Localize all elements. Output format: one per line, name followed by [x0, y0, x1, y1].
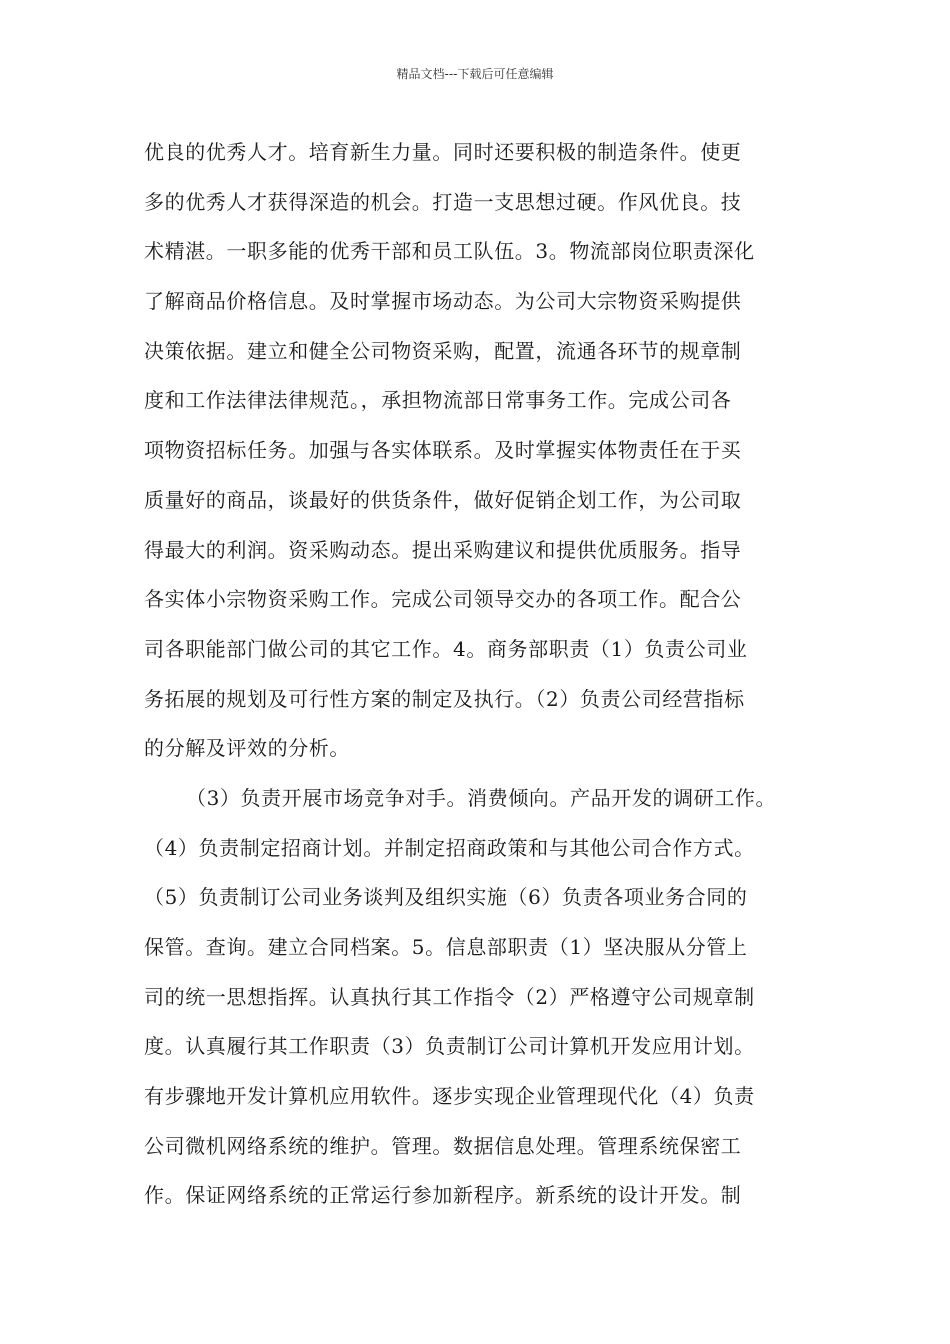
text-line: 了解商品价格信息。及时掌握市场动态。为公司大宗物资采购提供 [144, 289, 742, 314]
text-line: 有步骤地开发计算机应用软件。逐步实现企业管理现代化（4）负责 [144, 1084, 755, 1109]
text-line: 各实体小宗物资采购工作。完成公司领导交办的各项工作。配合公 [144, 587, 742, 612]
text-line: （5）负责制订公司业务谈判及组织实施（6）负责各项业务合同的 [144, 885, 748, 910]
text-line: 务拓展的规划及可行性方案的制定及执行。（2）负责公司经营指标 [144, 686, 745, 711]
text-line: 得最大的利润。资采购动态。提出采购建议和提供优质服务。指导 [144, 537, 742, 562]
text-line: 度和工作法律法律规范。，承担物流部日常事务工作。完成公司各 [144, 388, 732, 413]
text-line: 司的统一思想指挥。认真执行其工作指令（2）严格遵守公司规章制 [144, 984, 755, 1009]
text-line: 保管。查询。建立合同档案。5。信息部职责（1）坚决服从分管上 [144, 935, 748, 959]
text-line: 公司微机网络系统的维护。管理。数据信息处理。管理系统保密工 [144, 1133, 742, 1158]
page-header: 精品文档---下载后可任意编辑 [396, 67, 554, 81]
text-line-indented: （3）负责开展市场竞争对手。消费倾向。产品开发的调研工作。 [186, 785, 777, 810]
text-line: 作。保证网络系统的正常运行参加新程序。新系统的设计开发。制 [144, 1183, 742, 1208]
text-line: 优良的优秀人才。培育新生力量。同时还要积极的制造条件。使更 [144, 140, 742, 164]
text-line: 质量好的商品，谈最好的供货条件，做好促销企划工作，为公司取 [144, 487, 742, 512]
text-line: 多的优秀人才获得深造的机会。打造一支思想过硬。作风优良。技 [144, 189, 742, 214]
text-line: （4）负责制定招商计划。并制定招商政策和与其他公司合作方式。 [144, 835, 755, 860]
text-line: 司各职能部门做公司的其它工作。4。商务部职责（1）负责公司业 [144, 636, 748, 661]
text-line: 决策依据。建立和健全公司物资采购，配置，流通各环节的规章制 [144, 338, 742, 363]
document-body [144, 128, 814, 1221]
text-line: 术精湛。一职多能的优秀干部和员工队伍。3。物流部岗位职责深化 [144, 239, 755, 264]
text-line: 项物资招标任务。加强与各实体联系。及时掌握实体物责任在于买 [144, 438, 742, 463]
text-line: 的分解及评效的分析。 [144, 736, 350, 761]
text-line: 度。认真履行其工作职责（3）负责制订公司计算机开发应用计划。 [144, 1034, 755, 1059]
